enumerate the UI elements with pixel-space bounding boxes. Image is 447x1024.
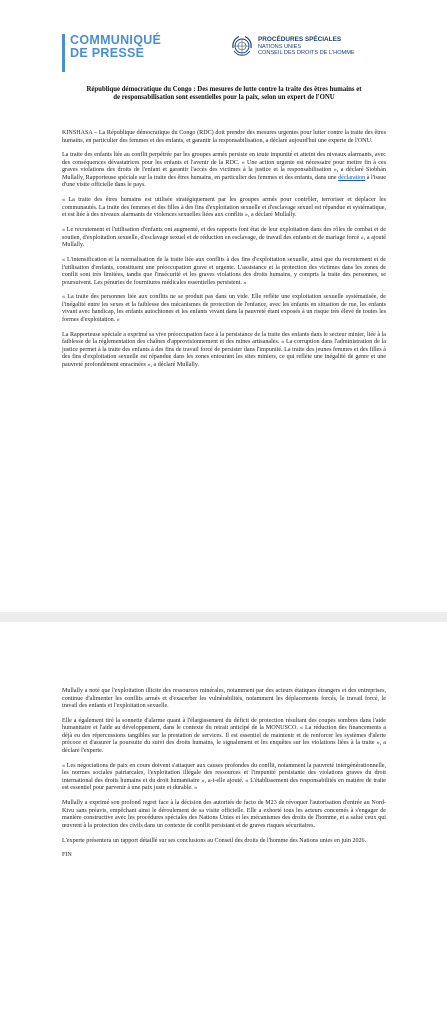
paragraph	[62, 152, 386, 190]
label-line-1: COMMUNIQUÉ	[70, 33, 162, 47]
press-release-label	[62, 34, 190, 72]
body-text-page-2	[62, 688, 386, 867]
paragraph: « La traite des êtres humains est utilisée stratégiquement par les groupes armés pour contrôler, terroriser et déplacer les communautés. La traite des femmes et des filles à des fins d'exploitation sexuelle et d'esclavage sexuel est répandue et systématique, et est liée à des niveaux alarmants de violences sexuelles liées aux conflits », a déclaré Mullally.	[62, 197, 386, 219]
body-text-page-1	[62, 130, 386, 377]
paragraph: Elle a également tiré la sonnette d'alarme quant à l'élargissement du déficit de protection résultant des coupes sombres dans l'aide humanitaire et l'aide au développement, dans le contexte du retrait anticipé de la MONUSCO. « La réduction des financements a déjà eu des répercussions tangibles sur la prestation de services. Il est essentiel de maintenir et de renforcer les systèmes d'alerte précoce et d'assurer la poursuite du suivi des droits humains, le signalement et les enquêtes sur les violations liées à la traite », a déclaré l'experte.	[62, 717, 386, 754]
paragraph: L'experte présentera un rapport détaillé sur ses conclusions au Conseil des droits de l'homme des Nations unies en juin 2026.	[62, 837, 367, 844]
dateline: KINSHASA –	[62, 130, 99, 136]
paragraph: Mullally a exprimé son profond regret face à la décision des autorités de facto de M23 de révoquer l'autorisation d'entrée au Nord-Kivu sans préavis, empêchant ainsi le déroulement de sa visite officielle. Elle a exhorté tous les acteurs concernés à s'engager de manière constructive avec les procédures spéciales des Nations Unies et les mécanismes des droits de l'homme, et a salué ceux qui œuvrent à la protection des civils dans un contexte de conflit persistant et de graves risques sécuritaires.	[62, 800, 386, 829]
end-marker: FIN	[62, 852, 72, 859]
org-name	[258, 36, 388, 57]
document-title: République démocratique du Congo : Des mesures de lutte contre la traite des êtres humains et de responsabilisation sont essentielles pour la paix, selon un expert de l'ONU	[86, 86, 362, 102]
paragraph: « L'intensification et la normalisation de la traite liée aux conflits à des fins d'exploitation sexuelle, ainsi que du recrutement et de l'utilisation d'enfants, constituent une préoccupation grave et urgente. L'assistance et la protection des victimes dans les zones de conflit sont très limitées, tandis que l'insécurité et les graves violations des droits humains, y compris la traite des personnes, se poursuivent. Les pénuries de fournitures médicales essentielles persistent. »	[62, 257, 386, 286]
label-line-2: DE PRESSE	[70, 46, 145, 60]
paragraph: « La traite des personnes liée aux conflits ne se produit pas dans un vide. Elle reflète une exploitation sexuelle systématisée, de l'inégalité entre les sexes et la faiblesse des mécanismes de protection de l'enfance, avec les enfants en situation de rue, les enfants vivant avec handicap, les enfants autochtones et les enfants vivant dans la pauvreté étant exposés à un risque très élevé de toutes les formes d'exploitation. »	[62, 294, 386, 323]
paragraph: « Le recrutement et l'utilisation d'enfants ont augmenté, et des rapports font état de leur exploitation dans des rôles de combat et de soutien, d'exploitation sexuelle, d'esclavage sexuel et de réduction en esclavage, de travail des enfants et de mariage forcé », a ajouté Mullally.	[62, 227, 386, 249]
org-subtitle-2: CONSEIL DES DROITS DE L'HOMME	[258, 50, 355, 57]
un-emblem-icon	[230, 34, 254, 58]
paragraph: La Rapporteuse spéciale a exprimé sa vive préoccupation face à la persistance de la traite des enfants dans le secteur minier, liée à la faiblesse de la réglementation des chaînes d'approvisionnement et des mines artisanales. « La corruption dans l'administration de la justice permet à la traite des enfants à des fins de travail forcé de persister dans l'impunité. La traite des jeunes femmes et des filles à des fins d'exploitation sexuelle est répandue dans les zones entourant les sites miniers, ce qui reflète une inégalité de genre et une pauvreté profondément enracinées », a déclaré Mullally.	[62, 331, 386, 368]
paragraph: « Les négociations de paix en cours doivent s'attaquer aux causes profondes du conflit, notamment la pauvreté intergénérationnelle, les normes sociales patriarcales, l'exploitation illégale des ressources et l'impunité persistante des violations graves du droit international des droits humains et du droit humanitaire », a-t-elle ajouté. « L'établissement des responsabilités en matière de traite est essentiel pour parvenir à une paix juste et durable. »	[62, 762, 386, 792]
page-separator	[0, 612, 447, 622]
org-title: PROCÉDURES SPÉCIALES	[258, 36, 342, 43]
paragraph-text: La République démocratique du Congo (RDC) doit prendre des mesures urgentes pour lutter contre la traite des êtres humains, en particulier des femmes et des enfants, et garantir la responsabilisation, a déclaré aujourd'hui une experte de l'ONU.	[62, 130, 386, 144]
org-subtitle-1: NATIONS UNIES	[258, 43, 302, 50]
paragraph	[62, 130, 386, 145]
paragraph-text: La traite des enfants liée au conflit perpétrée par les groupes armés persiste en toute impunité et atteint des niveaux alarmants, avec des conséquences dévastatrices pour les enfants et l'avenir de la RDC. « Une action urgente est nécessaire pour mettre fin à ces graves violations des droits de l'enfant et garantir l'accès des victimes à la justice et la responsabilisation », a déclaré Siobhán Mullally, Rapporteuse spéciale sur la traite des êtres humains, en particulier des femmes et des enfants, dans une	[62, 152, 386, 181]
press-header	[62, 32, 382, 72]
declaration-link[interactable]: déclaration	[338, 174, 366, 181]
document-page-2	[0, 622, 447, 1024]
paragraph-text: à l'issue d'une visite officielle dans le pays.	[62, 174, 386, 189]
paragraph: Mullally a noté que l'exploitation illicite des ressources minérales, notamment par des acteurs étatiques étrangers et des entreprises, continue d'alimenter les conflits armés et d'exacerber les vulnérabilités, notamment les déplacements forcés, le travail forcé, le travail des enfants et l'exploitation sexuelle.	[62, 688, 386, 709]
